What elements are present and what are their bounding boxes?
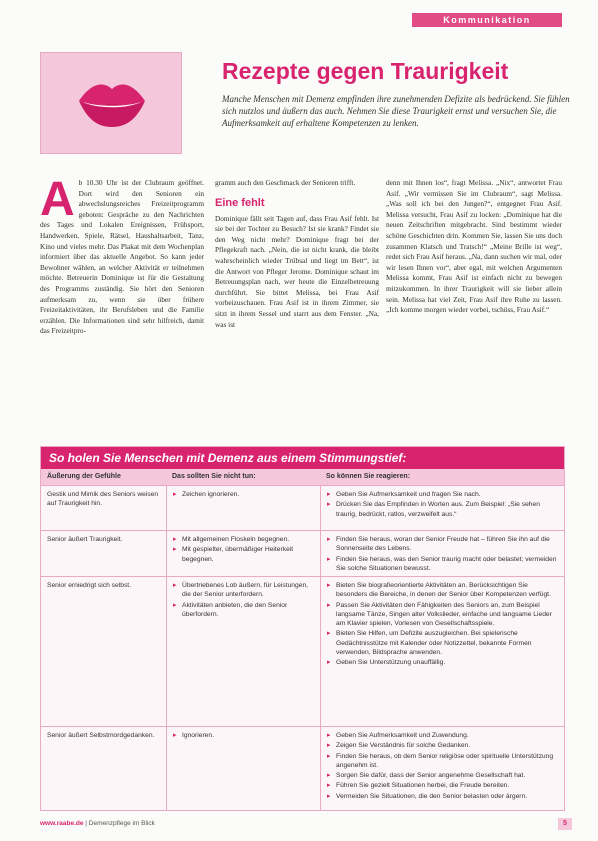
do-cell <box>320 727 566 811</box>
drop-cap: A <box>40 178 75 226</box>
section-label: Kommunikation <box>412 13 562 27</box>
article-column-3 <box>386 178 562 438</box>
list-item: ▸ Zeigen Sie Verständnis für solche Gedanken. <box>327 741 560 750</box>
feeling-cell: Senior erniedrigt sich selbst. <box>47 582 132 589</box>
article-text-1: b 10.30 Uhr ist der Clubraum geöffnet. Dort wird den Senioren ein abwechslungsreiches Freizeitprogramm geboten: Gespräche zu den Nachrichten des Tages und Lokalen Ereignissen, Frühsport, Handwerken, Spiele, Rätsel, Haushaltsarbeit, Tanz, Kino und vieles mehr. Das Plakat mit dem Wochenplan informiert über das aktuelle Angebot. So kann jeder Bewohner wählen, an welcher Aktivität er teilnehmen möchte. Betreuerin Dominique ist für die Gestaltung des Programms zuständig. Sie hört den Senioren aufmerksam zu, wenn sie über frühere Freizeitaktivitäten, ihr Berufsleben und die Familie erzählen. Die Informationen sind sehr hilfreich, damit das Freizeitpro- <box>40 178 204 336</box>
do-cell <box>320 531 566 578</box>
do-cell <box>320 577 566 726</box>
header-do: So können Sie reagieren: <box>326 473 411 480</box>
header-dont: Das sollten Sie nicht tun: <box>172 473 256 480</box>
feeling-cell: Gestik und Mimik des Seniors weisen auf Traurigkeit hin. <box>47 491 159 508</box>
article-text-2b: Dominique fällt seit Tagen auf, dass Frau Asif fehlt. Ist sie bei der Tochter zu Besuch? Ist sie krank? Findet sie den Weg nicht mehr? Dominique fragt bei der Pflegekraft nach. „Nein, die ist nicht krank, die bleibt wahrscheinlich wieder Trübsal und liegt im Bett“, ist die Antwort von Pfleger Jerome. Dominique schaut im Betreuungsplan nach, wer heute die Einzelbetreuung durchführt. Sie bittet Melissa, bei Frau Asif vorbeizuschauen. Frau Asif ist in ihrem Zimmer, sie sitzt in ihrem Sessel und starrt aus dem Fenster. „Na, was ist <box>215 213 379 329</box>
list-item: ▸ Übertriebenes Lob äußern, für Leistungen, die der Senior unterfordern. <box>173 581 314 600</box>
list-item: ▸ Passen Sie Aktivitäten den Fähigkeiten des Seniors an, zum Beispiel langsame Tänze, Singen alter Volkslieder, einfache und langsame Lieder am Klavier spielen, Vorlesen von Gesellschaftsspiele. <box>327 601 560 629</box>
list-item: ▸ Vermeiden Sie Situationen, die den Senior belasten oder ärgern. <box>327 792 560 801</box>
dont-cell <box>166 727 320 811</box>
list-item: ▸ Finden Sie heraus, was den Senior traurig macht oder belastet; vermeiden Sie solche Situationen bewusst. <box>327 555 560 574</box>
dont-cell <box>166 486 320 530</box>
list-item: ▸ Mit allgemeinen Floskeln begegnen. <box>173 535 314 544</box>
article-column-1 <box>40 178 204 438</box>
article-subheading: Eine fehlt <box>215 196 265 209</box>
table-row <box>41 726 564 811</box>
table-row <box>41 576 564 726</box>
page-title: Rezepte gegen Traurigkeit <box>222 58 509 84</box>
intro-text: Manche Menschen mit Demenz empfinden ihre zunehmenden Defizite als bedrückend. Sie fühlen sich nutzlos und äußern das auch. Nehmen Sie diese Traurigkeit ernst und versuchen Sie, die Aufmerksamkeit auf erhaltene Kompetenzen zu lenken. <box>222 94 570 128</box>
dont-cell <box>166 531 320 578</box>
list-item: ▸ Finden Sie heraus, woran der Senior Freude hat – führen Sie ihn auf die Sonnenseite des Lebens. <box>327 535 560 554</box>
list-item: ▸ Drücken Sie das Empfinden in Worten aus. Zum Beispiel: „Sie sehen traurig, bedrückt, ratlos, verzweifelt aus.“ <box>327 500 560 519</box>
list-item: ▸ Bieten Sie Hilfen, um Defizite auszugleichen. Bei spielerische Gedächtnisstütze mit Kalender oder Notizzettel, bekannte Formen verwenden, Bildsprache anwenden. <box>327 629 560 657</box>
header-feeling: Äußerung der Gefühle <box>47 473 121 480</box>
list-item: ▸ Bieten Sie biografieorientierte Aktivitäten an. Berücksichtigen Sie besonders die Bereiche, in denen der Senior über Kompetenzen verfügt. <box>327 581 560 600</box>
feeling-cell: Senior äußert Traurigkeit. <box>47 536 123 543</box>
list-item: ▸ Mit gespielter, übermäßiger Heiterkeit begegnen. <box>173 545 314 564</box>
footer <box>40 820 155 827</box>
list-item: ▸ Ignorieren. <box>173 731 314 740</box>
list-item: ▸ Geben Sie Aufmerksamkeit und Zuwendung. <box>327 731 560 740</box>
list-item: ▸ Führen Sie gezielt Situationen herbei, die Freude bereiten. <box>327 781 560 790</box>
lips-icon <box>77 77 147 129</box>
list-item: ▸ Zeichen ignorieren. <box>173 490 314 499</box>
footer-publication: Demenzpflege im Blick <box>88 820 155 827</box>
page-number: 5 <box>558 818 572 830</box>
list-item: ▸ Aktivitäten anbieten, die den Senior überfordern. <box>173 601 314 620</box>
dont-cell <box>166 577 320 726</box>
tip-box-header <box>41 469 564 485</box>
footer-separator: | <box>83 820 89 827</box>
article-column-2 <box>215 178 379 438</box>
list-item: ▸ Geben Sie Aufmerksamkeit und fragen Sie nach. <box>327 490 560 499</box>
article-text-2a: gramm auch den Geschmack der Senioren trifft. <box>215 178 356 187</box>
icon-box <box>40 52 182 154</box>
tip-box <box>40 446 565 811</box>
footer-link[interactable]: www.raabe.de <box>40 820 84 827</box>
table-row <box>41 530 564 576</box>
table-row <box>41 485 564 530</box>
do-cell <box>320 486 566 530</box>
list-item: ▸ Finden Sie heraus, ob dem Senior religiöse oder spirituelle Unterstützung angenehm ist. <box>327 752 560 771</box>
feeling-cell: Senior äußert Selbstmordgedanken. <box>47 732 155 739</box>
tip-box-title: So holen Sie Menschen mit Demenz aus einem Stimmungstief: <box>41 447 564 469</box>
list-item: ▸ Sorgen Sie dafür, dass der Senior angenehme Gesellschaft hat. <box>327 771 560 780</box>
article-text-3: denn mit Ihnen los“, fragt Melissa. „Nix“, antwortet Frau Asif. „Wir vermissen Sie im Clubraum“, sagt Melissa. „Was soll ich bei den Jungen?“, entgegnet Frau Asif. Melissa versucht, Frau Asif zu locken: „Dominique hat die neuen Zeitschriften mitgebracht. Sind bestimmt wieder schöne Geschichten drin. Kommen Sie, lassen Sie uns doch zusammen Klatsch und Tratsch!“ „Meine Brille ist weg“, redet sich Frau Asif heraus. „Na, dann suchen wir mal, oder wir lesen Ihnen vor“, aber egal, mit welchen Argumenten Melissa kommt, Frau Asif ist einfach nicht zu bewegen mitzukommen. In ihrer Traurigkeit will sie lieber allein sein. Melissa hat viel Zeit, Frau Asif ihre Ruhe zu lassen. „Ich komme morgen wieder vorbei, tschüss, Frau Asif.“ <box>386 178 562 315</box>
list-item: ▸ Geben Sie Unterstützung unauffällig. <box>327 658 560 667</box>
